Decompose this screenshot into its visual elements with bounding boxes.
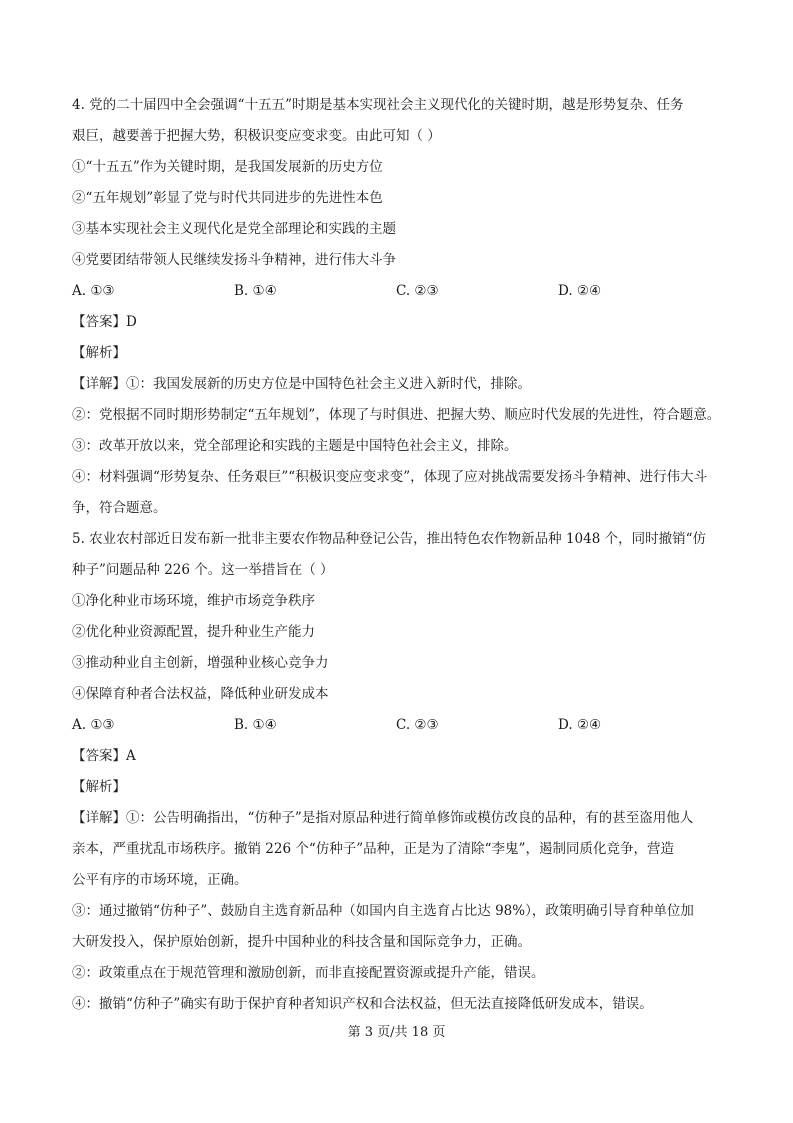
- option-b: B. ①④: [234, 283, 277, 299]
- question-stem: 种子”问题品种 226 个。这一举措旨在（ ）: [72, 562, 334, 578]
- answer-line: 【答案】A: [72, 748, 136, 764]
- statement: ①“十五五”作为关键时期，是我国发展新的历史方位: [72, 159, 383, 175]
- answer-options: [72, 710, 732, 741]
- option-a: A. ①③: [72, 717, 115, 733]
- analysis-detail: 【详解】①：我国发展新的历史方位是中国特色社会主义进入新时代，排除。: [72, 376, 531, 392]
- analysis-detail: ③：改革开放以来，党全部理论和实践的主题是中国特色社会主义，排除。: [72, 438, 518, 454]
- question-stem: 4. 党的二十届四中全会强调“十五五”时期是基本实现社会主义现代化的关键时期，越是形势复杂、任务: [72, 97, 684, 113]
- analysis-label: 【解析】: [72, 345, 126, 361]
- statement: ④党要团结带领人民继续发扬斗争精神，进行伟大斗争: [72, 252, 396, 268]
- analysis-label: 【解析】: [72, 779, 126, 795]
- analysis-detail: 争，符合题意。: [72, 500, 167, 516]
- option-b: B. ①④: [234, 717, 277, 733]
- question-4: [72, 90, 732, 524]
- analysis-detail: 大研发投入，保护原始创新，提升中国种业的科技含量和国际竞争力，正确。: [72, 934, 531, 950]
- analysis-detail: ④：撤销“仿种子”确实有助于保护育种者知识产权和合法权益，但无法直接降低研发成本，错误。: [72, 996, 653, 1012]
- question-stem: 艰巨，越要善于把握大势，积极识变应变求变。由此可知（ ）: [72, 128, 441, 144]
- answer-options: [72, 276, 732, 307]
- statement: ①净化种业市场环境，维护市场竞争秩序: [72, 593, 315, 609]
- page-footer: [0, 1023, 793, 1043]
- question-stem: 5. 农业农村部近日发布新一批非主要农作物品种登记公告，推出特色农作物新品种 1048 个，同时撤销“仿: [72, 531, 707, 547]
- option-c: C. ②③: [396, 717, 439, 733]
- analysis-detail: ④：材料强调“形势复杂、任务艰巨”“积极识变应变求变”，体现了应对挑战需要发扬斗争精神、进行伟大斗: [72, 469, 708, 485]
- analysis-detail: 亲本，严重扰乱市场秩序。撤销 226 个“仿种子”品种，正是为了清除“李鬼”，遏制同质化竞争，营造: [72, 841, 674, 857]
- option-c: C. ②③: [396, 283, 439, 299]
- analysis-detail: ③：通过撤销“仿种子”、鼓励自主选育新品种（如国内自主选育占比达 98%），政策明确引导育种单位加: [72, 903, 694, 919]
- analysis-detail: ②：党根据不同时期形势制定“五年规划”，体现了与时俱进、把握大势、顺应时代发展的先进性，符合题意。: [72, 407, 721, 423]
- page-content: [72, 90, 732, 1020]
- statement: ③推动种业自主创新，增强种业核心竞争力: [72, 655, 329, 671]
- option-d: D. ②④: [558, 717, 602, 733]
- analysis-detail: ②：政策重点在于规范管理和激励创新，而非直接配置资源或提升产能，错误。: [72, 965, 545, 981]
- option-d: D. ②④: [558, 283, 602, 299]
- page-number: 第 3 页/共 18 页: [347, 1025, 446, 1040]
- question-5: [72, 524, 732, 1020]
- analysis-detail: 公平有序的市场环境，正确。: [72, 872, 248, 888]
- statement: ③基本实现社会主义现代化是党全部理论和实践的主题: [72, 221, 396, 237]
- statement: ②优化种业资源配置，提升种业生产能力: [72, 624, 315, 640]
- statement: ④保障育种者合法权益，降低种业研发成本: [72, 686, 329, 702]
- answer-line: 【答案】D: [72, 314, 137, 330]
- statement: ②“五年规划”彰显了党与时代共同进步的先进性本色: [72, 190, 383, 206]
- analysis-detail: 【详解】①：公告明确指出，“仿种子”是指对原品种进行简单修饰或模仿改良的品种，有的甚至盗用他人: [72, 810, 694, 826]
- option-a: A. ①③: [72, 283, 115, 299]
